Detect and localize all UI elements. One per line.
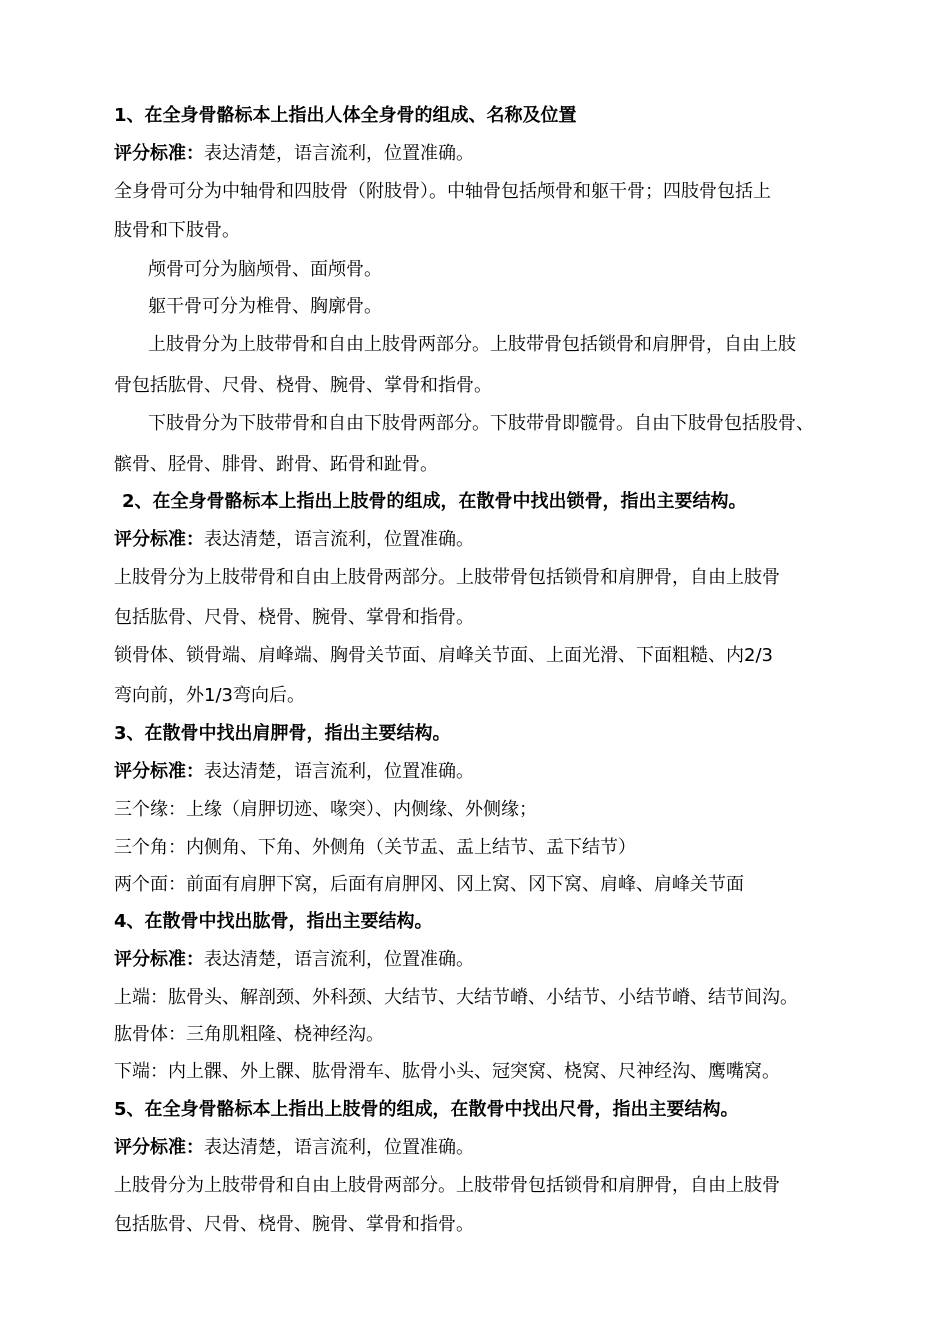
section-4-line: 肱骨体：三角肌粗隆、桡神经沟。 [114,1024,384,1045]
section-2-line: 上肢骨分为上肢带骨和自由上肢骨两部分。上肢带骨包括锁骨和肩胛骨，自由上肢骨 [114,567,780,588]
section-1-line: 髌骨、胫骨、腓骨、跗骨、跖骨和趾骨。 [114,454,438,475]
section-1-line: 下肢骨分为下肢带骨和自由下肢骨两部分。下肢带骨即髋骨。自由下肢骨包括股骨、 [148,413,814,434]
section-2-criteria [114,528,854,552]
criteria-text: 表达清楚，语言流利，位置准确。 [204,529,474,550]
section-4-line: 上端：肱骨头、解剖颈、外科颈、大结节、大结节嵴、小结节、小结节嵴、结节间沟。 [114,987,798,1008]
section-2-heading: 2、在全身骨骼标本上指出上肢骨的组成，在散骨中找出锁骨，指出主要结构。 [122,491,747,512]
section-1-heading: 1、在全身骨骼标本上指出人体全身骨的组成、名称及位置 [114,105,577,126]
criteria-text: 表达清楚，语言流利，位置准确。 [204,1137,474,1158]
section-1-line: 上肢骨分为上肢带骨和自由上肢骨两部分。上肢带骨包括锁骨和肩胛骨，自由上肢 [148,334,796,355]
section-5-line: 上肢骨分为上肢带骨和自由上肢骨两部分。上肢带骨包括锁骨和肩胛骨，自由上肢骨 [114,1175,780,1196]
section-3-line: 两个面：前面有肩胛下窝，后面有肩胛冈、冈上窝、冈下窝、肩峰、肩峰关节面 [114,874,744,895]
section-2-line: 包括肱骨、尺骨、桡骨、腕骨、掌骨和指骨。 [114,607,474,628]
section-5-criteria [114,1136,854,1160]
criteria-label: 评分标准： [114,761,204,782]
criteria-text: 表达清楚，语言流利，位置准确。 [204,949,474,970]
section-1-line: 全身骨可分为中轴骨和四肢骨（附肢骨）。中轴骨包括颅骨和躯干骨；四肢骨包括上 [114,181,771,202]
section-4-line: 下端：内上髁、外上髁、肱骨滑车、肱骨小头、冠突窝、桡窝、尺神经沟、鹰嘴窝。 [114,1061,780,1082]
section-4-heading: 4、在散骨中找出肱骨，指出主要结构。 [114,911,433,932]
criteria-label: 评分标准： [114,143,204,164]
section-4-criteria [114,948,854,972]
section-2-line: 锁骨体、锁骨端、肩峰端、胸骨关节面、肩峰关节面、上面光滑、下面粗糙、内2/3 [114,645,773,666]
section-5-heading: 5、在全身骨骼标本上指出上肢骨的组成，在散骨中找出尺骨，指出主要结构。 [114,1099,739,1120]
criteria-text: 表达清楚，语言流利，位置准确。 [204,143,474,164]
criteria-label: 评分标准： [114,1137,204,1158]
section-1-line: 躯干骨可分为椎骨、胸廓骨。 [148,296,382,317]
section-1-criteria [114,142,854,166]
criteria-text: 表达清楚，语言流利，位置准确。 [204,761,474,782]
section-5-line: 包括肱骨、尺骨、桡骨、腕骨、掌骨和指骨。 [114,1214,474,1235]
section-3-heading: 3、在散骨中找出肩胛骨，指出主要结构。 [114,723,451,744]
section-3-line: 三个角：内侧角、下角、外侧角（关节盂、盂上结节、盂下结节） [114,837,636,858]
criteria-label: 评分标准： [114,529,204,550]
criteria-label: 评分标准： [114,949,204,970]
section-2-line: 弯向前，外1/3弯向后。 [114,685,305,706]
section-3-line: 三个缘：上缘（肩胛切迹、喙突）、内侧缘、外侧缘； [114,799,537,820]
section-3-criteria [114,760,854,784]
section-1-line: 肢骨和下肢骨。 [114,220,240,241]
section-1-line: 骨包括肱骨、尺骨、桡骨、腕骨、掌骨和指骨。 [114,375,492,396]
section-1-line: 颅骨可分为脑颅骨、面颅骨。 [148,259,382,280]
